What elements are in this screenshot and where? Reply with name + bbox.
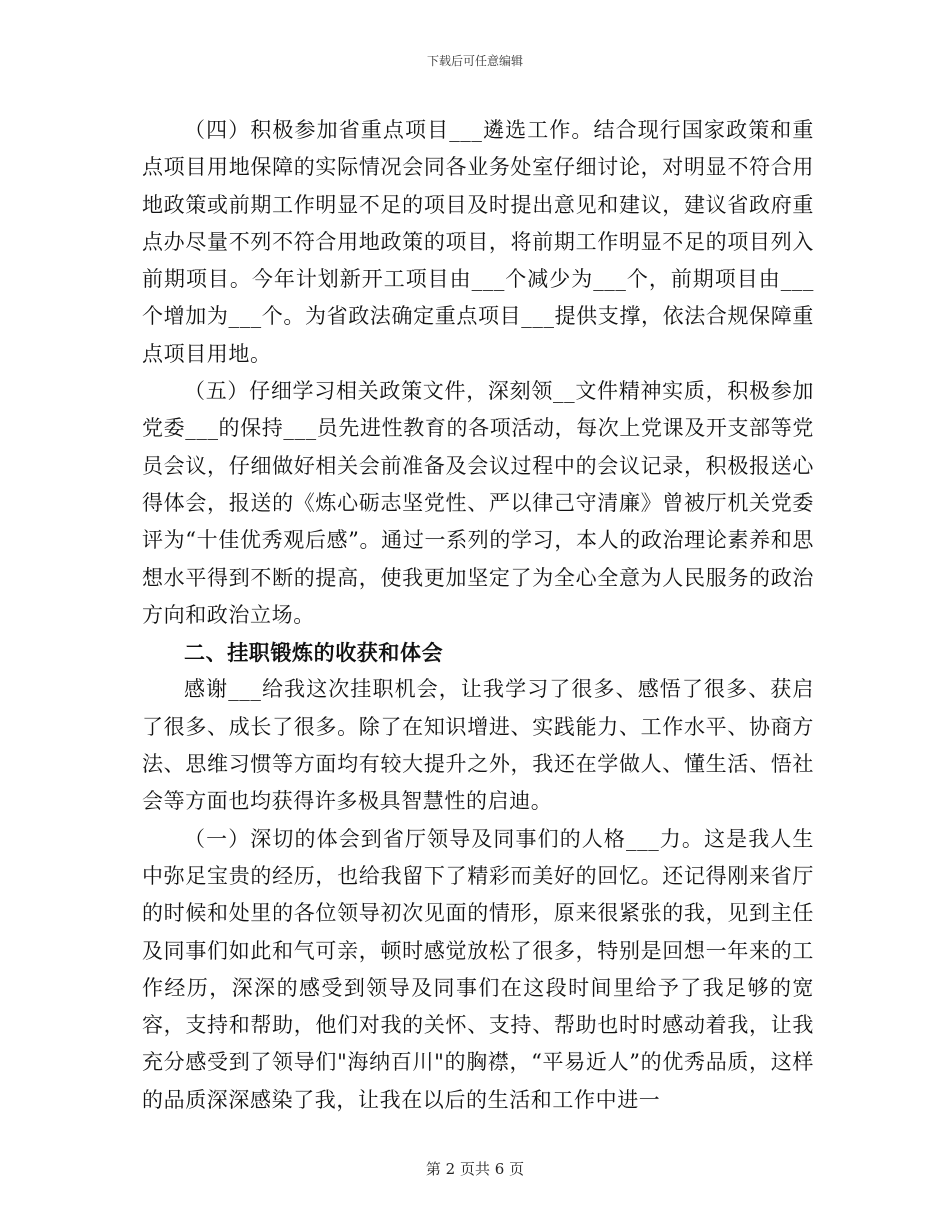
document-body xyxy=(142,112,814,1119)
paragraph-thanks: 感谢___给我这次挂职机会，让我学习了很多、感悟了很多、获启了很多、成长了很多。除了在知识增进、实践能力、工作水平、协商方法、思维习惯等方面均有较大提升之外，我还在学做人、懂生活、悟社会等方面也均获得许多极具智慧性的启迪。 xyxy=(142,677,814,814)
paragraph-5: （五）仔细学习相关政策文件，深刻领__文件精神实质，积极参加党委___的保持___员先进性教育的各项活动，每次上党课及开支部等党员会议，仔细做好相关会前准备及会议过程中的会议记录，积极报送心得体会，报送的《炼心砺志坚党性、严以律己守清廉》曾被厅机关党委评为“十佳优秀观后感”。通过一系列的学习，本人的政治理论素养和思想水平得到不断的提高，使我更加坚定了为全心全意为人民服务的政治方向和政治立场。 xyxy=(142,379,814,627)
paragraph-4: （四）积极参加省重点项目___遴选工作。结合现行国家政策和重点项目用地保障的实际情况会同各业务处室仔细讨论，对明显不符合用地政策或前期工作明显不足的项目及时提出意见和建议，建议省政府重点办尽量不列不符合用地政策的项目，将前期工作明显不足的项目列入前期项目。今年计划新开工项目由___个减少为___个，前期项目由___个增加为___个。为省政法确定重点项目___提供支撑，依法合规保障重点项目用地。 xyxy=(142,118,814,366)
section-heading-2: 二、挂职锻炼的收获和体会 xyxy=(184,640,444,666)
page-number: 第 2 页共 6 页 xyxy=(425,1160,525,1178)
paragraph-sub-1: （一）深切的体会到省厅领导及同事们的人格___力。这是我人生中弥足宝贵的经历，也给我留下了精彩而美好的回忆。还记得刚来省厅的时候和处里的各位领导初次见面的情形，原来很紧张的我，见到主任及同事们如此和气可亲，顿时感觉放松了很多，特别是回想一年来的工作经历，深深的感受到领导及同事们在这段时间里给予了我足够的宽容，支持和帮助，他们对我的关怀、支持、帮助也时时感动着我，让我充分感受到了领导们"海纳百川"的胸襟，“平易近人”的优秀品质，这样的品质深深感染了我，让我在以后的生活和工作中进一 xyxy=(142,826,814,1112)
page-header: 下载后可任意编辑 xyxy=(426,54,523,68)
